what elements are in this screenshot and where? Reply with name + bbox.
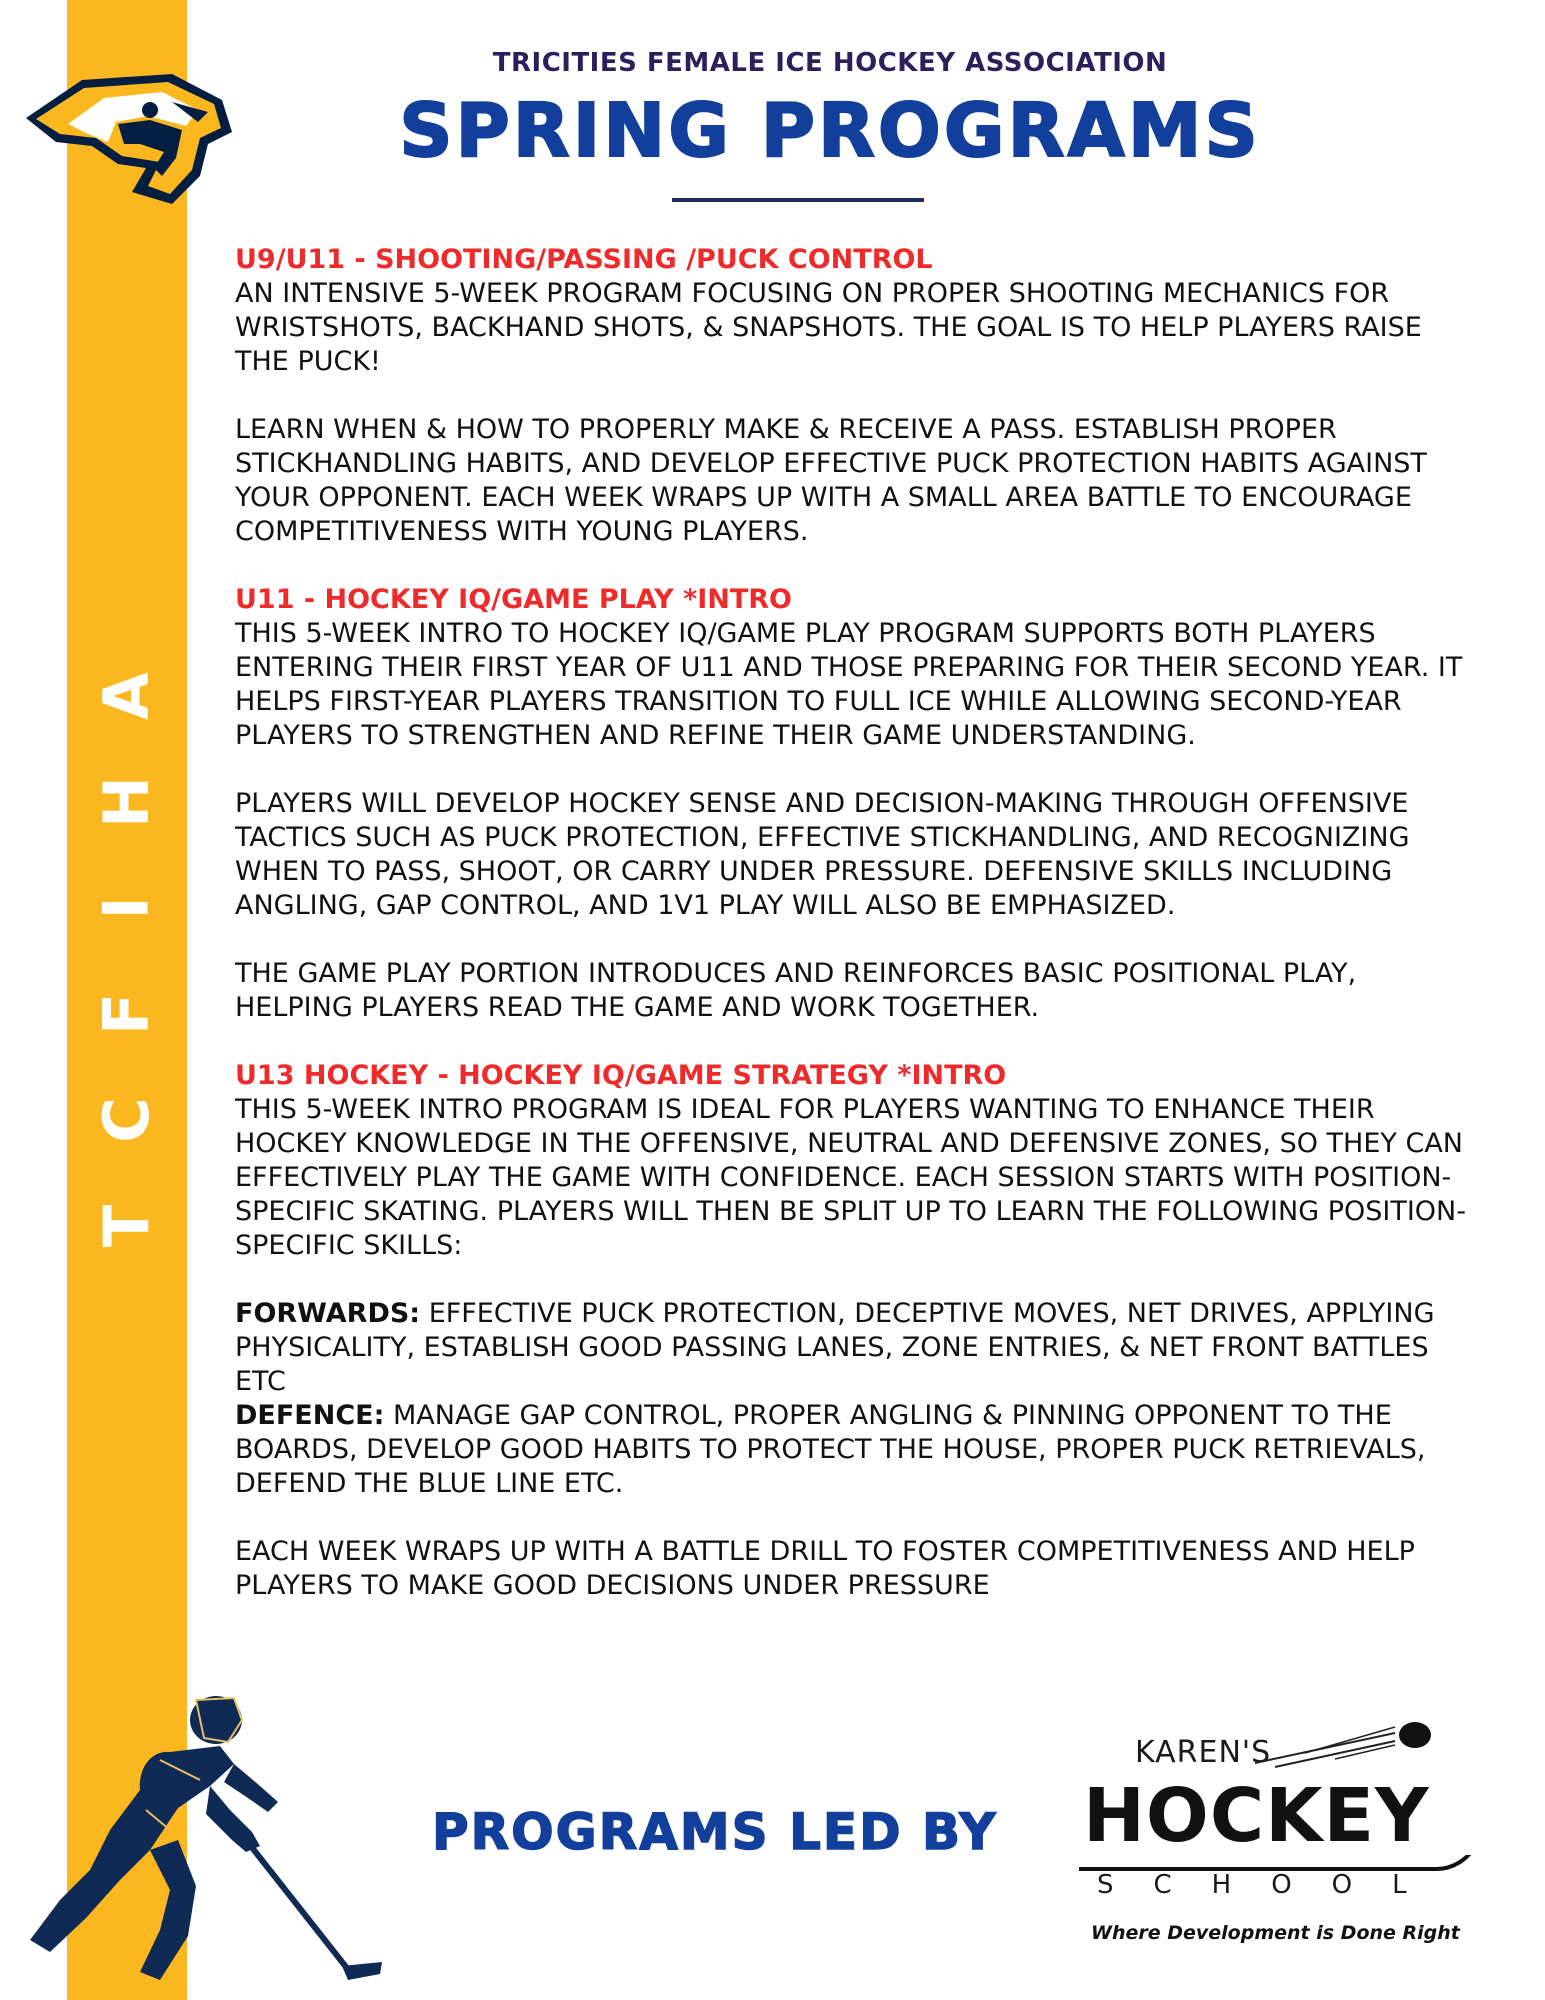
puck-icon — [1245, 1713, 1445, 1773]
stripe-letter: H — [89, 776, 163, 828]
programs-content — [235, 243, 1475, 1668]
logo-tagline: Where Development is Done Right — [1091, 1922, 1460, 1944]
paragraph-gap — [235, 549, 1475, 583]
stripe-letter: T — [89, 1204, 163, 1248]
paragraph-gap — [235, 753, 1475, 787]
program-paragraph: PLAYERS WILL DEVELOP HOCKEY SENSE AND DECISION-MAKING THROUGH OFFENSIVE TACTICS SUCH AS PUCK PROTECTION, EFFECTIVE STICKHANDLING, AND RECOGNIZING WHEN TO PASS, SHOOT, OR CARRY UNDER PRESSURE. DEFENSIVE SKILLS INCLUDING ANGLING, GAP CONTROL, AND 1V1 PLAY WILL ALSO BE EMPHASIZED. — [235, 788, 1410, 921]
program-paragraph: LEARN WHEN & HOW TO PROPERLY MAKE & RECEIVE A PASS. ESTABLISH PROPER STICKHANDLING HABITS, AND DEVELOP EFFECTIVE PUCK PROTECTION HABITS AGAINST YOUR OPPONENT. EACH WEEK WRAPS UP WITH A SMALL AREA BATTLE TO ENCOURAGE COMPETITIVENESS WITH YOUNG PLAYERS. — [235, 414, 1427, 547]
forwards-text: EFFECTIVE PUCK PROTECTION, DECEPTIVE MOVES, NET DRIVES, APPLYING PHYSICALITY, ESTABLISH GOOD PASSING LANES, ZONE ENTRIES, & NET FRONT BATTLES ETC — [235, 1298, 1435, 1397]
program-heading: U13 HOCKEY - HOCKEY IQ/GAME STRATEGY *INTRO — [235, 1060, 1007, 1091]
program-heading: U9/U11 - SHOOTING/PASSING /PUCK CONTROL — [235, 244, 933, 275]
forwards-skills — [235, 1297, 1475, 1399]
program-paragraph: EACH WEEK WRAPS UP WITH A BATTLE DRILL TO FOSTER COMPETITIVENESS AND HELP PLAYERS TO MAKE GOOD DECISIONS UNDER PRESSURE — [235, 1536, 1415, 1601]
page-title: SPRING PROGRAMS — [399, 88, 1261, 174]
association-name: TRICITIES FEMALE ICE HOCKEY ASSOCIATION — [492, 48, 1168, 78]
paragraph-gap — [235, 1501, 1475, 1535]
defence-skills — [235, 1399, 1475, 1501]
program-paragraph: THIS 5-WEEK INTRO TO HOCKEY IQ/GAME PLAY PROGRAM SUPPORTS BOTH PLAYERS ENTERING THEIR FIRST YEAR OF U11 AND THOSE PREPARING FOR THEIR SECOND YEAR. IT HELPS FIRST-YEAR PLAYERS TRANSITION TO FULL ICE WHILE ALLOWING SECOND-YEAR PLAYERS TO STRENGTHEN AND REFINE THEIR GAME UNDERSTANDING. — [235, 618, 1463, 751]
stripe-letter: C — [89, 1097, 163, 1143]
paragraph-gap — [235, 1025, 1475, 1059]
defence-label: DEFENCE: — [235, 1400, 385, 1431]
hockey-player-icon — [20, 1690, 390, 1990]
program-paragraph: THE GAME PLAY PORTION INTRODUCES AND REINFORCES BASIC POSITIONAL PLAY, HELPING PLAYERS READ THE GAME AND WORK TOGETHER. — [235, 958, 1357, 1023]
paragraph-gap — [235, 379, 1475, 413]
logo-hockey: HOCKEY — [1083, 1773, 1430, 1859]
defence-text: MANAGE GAP CONTROL, PROPER ANGLING & PINNING OPPONENT TO THE BOARDS, DEVELOP GOOD HABITS TO PROTECT THE HOUSE, PROPER PUCK RETRIEVALS, DEFEND THE BLUE LINE ETC. — [235, 1400, 1426, 1499]
logo-karens: KAREN'S — [1135, 1735, 1272, 1770]
programs-led-by: PROGRAMS LED BY — [432, 1803, 998, 1861]
stripe-letter: F — [89, 992, 163, 1036]
paragraph-gap — [235, 923, 1475, 957]
stripe-letter: I — [89, 896, 163, 920]
title-divider — [672, 198, 924, 202]
logo-school: SCHOOL — [1097, 1870, 1447, 1900]
program-paragraph: AN INTENSIVE 5-WEEK PROGRAM FOCUSING ON PROPER SHOOTING MECHANICS FOR WRISTSHOTS, BACKHAND SHOTS, & SNAPSHOTS. THE GOAL IS TO HELP PLAYERS RAISE THE PUCK! — [235, 278, 1422, 377]
stripe-letter: A — [89, 672, 163, 720]
side-stripe-text — [67, 665, 187, 1301]
predators-logo-icon — [22, 72, 234, 208]
karens-hockey-school-logo — [1075, 1705, 1495, 1965]
paragraph-gap — [235, 1263, 1475, 1297]
program-paragraph: THIS 5-WEEK INTRO PROGRAM IS IDEAL FOR PLAYERS WANTING TO ENHANCE THEIR HOCKEY KNOWLEDGE IN THE OFFENSIVE, NEUTRAL AND DEFENSIVE ZONES, SO THEY CAN EFFECTIVELY PLAY THE GAME WITH CONFIDENCE. EACH SESSION STARTS WITH POSITION-SPECIFIC SKATING. PLAYERS WILL THEN BE SPLIT UP TO LEARN THE FOLLOWING POSITION-SPECIFIC SKILLS: — [235, 1094, 1466, 1261]
program-heading: U11 - HOCKEY IQ/GAME PLAY *INTRO — [235, 584, 792, 615]
forwards-label: FORWARDS: — [235, 1298, 421, 1329]
